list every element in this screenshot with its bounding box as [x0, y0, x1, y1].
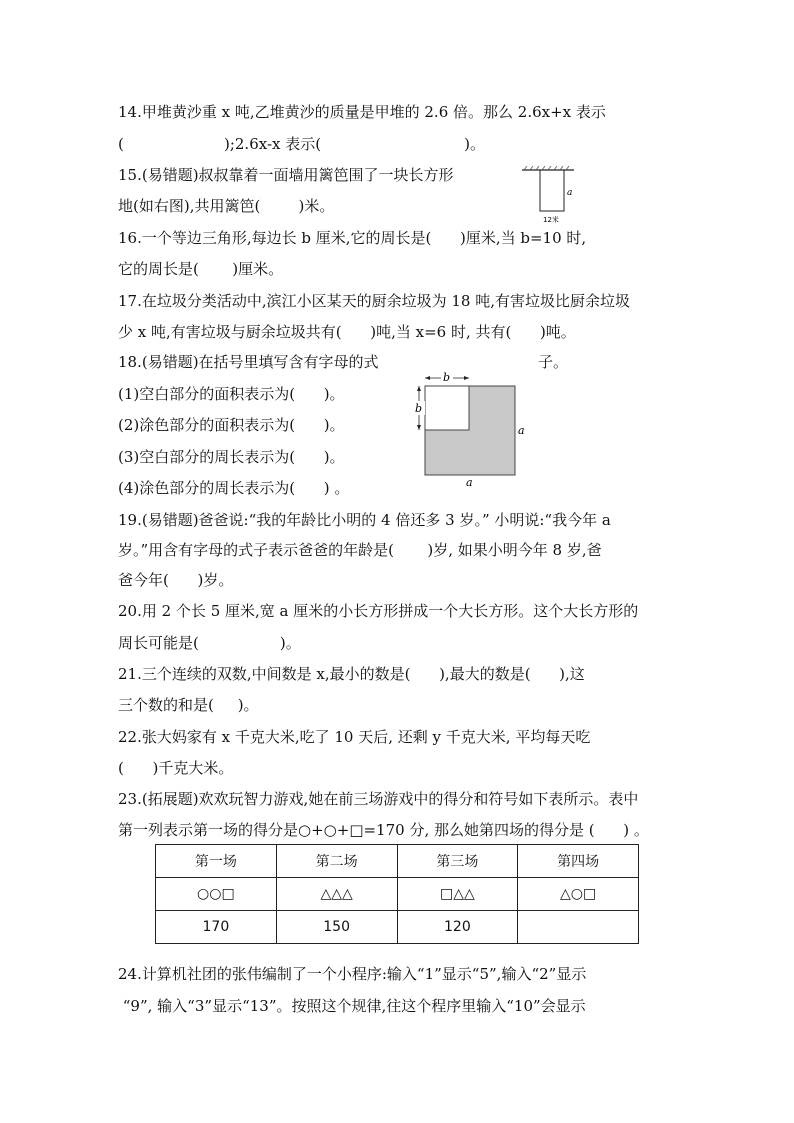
q14-line-1: 14.甲堆黄沙重 x 吨,乙堆黄沙的质量是甲堆的 2.6 倍。那么 2.6x+x 表示 — [118, 103, 606, 121]
q18-line-1b: 子。 — [538, 353, 569, 371]
q21-line-1: 21.三个连续的双数,中间数是 x,最小的数是( ),最大的数是( ),这 — [118, 665, 585, 683]
q18-item-4: (4)涂色部分的周长表示为( ) 。 — [118, 479, 350, 497]
q22-line-2: ( )千克大米。 — [118, 759, 234, 777]
q19-line-2: 岁。”用含有字母的式子表示爸爸的年龄是( )岁, 如果小明今年 8 岁,爸 — [118, 541, 602, 559]
q19-line-3: 爸今年( )岁。 — [118, 571, 234, 589]
white-square — [425, 386, 469, 430]
table-header-cell: 第一场 — [156, 845, 277, 878]
table-header-cell: 第二场 — [276, 845, 397, 878]
table-header-cell: 第三场 — [397, 845, 518, 878]
table-score-cell — [518, 911, 639, 944]
table-header-row — [156, 845, 639, 878]
table-symbol-cell: △○□ — [518, 878, 639, 911]
fence-side-label: a — [567, 188, 573, 198]
q18-line-1a: 18.(易错题)在括号里填写含有字母的式 — [118, 353, 379, 371]
q17-line-1: 17.在垃圾分类活动中,滨江小区某天的厨余垃圾为 18 吨,有害垃圾比厨余垃圾 — [118, 292, 631, 310]
q23-line-2: 第一列表示第一场的得分是○+○+□=170 分, 那么她第四场的得分是 ( ) 。 — [118, 821, 649, 839]
table-symbol-row — [156, 878, 639, 911]
q24-line-2: “9”, 输入“3”显示“13”。按照这个规律,往这个程序里输入“10”会显示 — [118, 997, 586, 1015]
q15-line-1: 15.(易错题)叔叔靠着一面墙用篱笆围了一块长方形 — [118, 166, 454, 184]
fence-rectangle — [540, 170, 564, 211]
q24-line-1: 24.计算机社团的张伟编制了一个小程序:输入“1”显示“5”,输入“2”显示 — [118, 965, 587, 983]
table-score-row — [156, 911, 639, 944]
q18-item-3: (3)空白部分的周长表示为( )。 — [118, 448, 345, 466]
table-score-cell: 120 — [397, 911, 518, 944]
q23-line-1: 23.(拓展题)欢欢玩智力游戏,她在前三场游戏中的得分和符号如下表所示。表中 — [118, 790, 639, 808]
wall-hatch — [524, 166, 569, 170]
q17-line-2: 少 x 吨,有害垃圾与厨余垃圾共有( )吨,当 x=6 时, 共有( )吨。 — [118, 323, 576, 341]
left-b-label: b — [415, 402, 423, 415]
table-symbol-cell: □△△ — [397, 878, 518, 911]
q18-item-2: (2)涂色部分的面积表示为( )。 — [118, 416, 345, 434]
q15-fence-figure — [518, 166, 578, 226]
table-score-cell: 150 — [276, 911, 397, 944]
table-score-cell: 170 — [156, 911, 277, 944]
fence-bottom-label: 12米 — [543, 216, 559, 224]
q22-line-1: 22.张大妈家有 x 千克大米,吃了 10 天后, 还剩 y 千克大米, 平均每天吃 — [118, 728, 591, 746]
q18-square-figure — [408, 370, 538, 488]
table-symbol-cell: ○○□ — [156, 878, 277, 911]
q14-line-2: ( );2.6x-x 表示( )。 — [118, 135, 485, 153]
q18-item-1: (1)空白部分的面积表示为( )。 — [118, 385, 345, 403]
table-symbol-cell: △△△ — [276, 878, 397, 911]
table-header-cell: 第四场 — [518, 845, 639, 878]
q16-line-2: 它的周长是( )厘米。 — [118, 260, 284, 278]
right-a-label: a — [518, 424, 525, 437]
q20-line-1: 20.用 2 个长 5 厘米,宽 a 厘米的小长方形拼成一个大长方形。这个大长方形的 — [118, 602, 639, 620]
q19-line-1: 19.(易错题)爸爸说:“我的年龄比小明的 4 倍还多 3 岁。” 小明说:“我今年 a — [118, 511, 611, 529]
q23-score-table — [155, 844, 639, 944]
bottom-a-label: a — [466, 476, 473, 488]
q21-line-2: 三个数的和是( )。 — [118, 696, 259, 714]
q16-line-1: 16.一个等边三角形,每边长 b 厘米,它的周长是( )厘米,当 b=10 时, — [118, 229, 587, 247]
q20-line-2: 周长可能是( )。 — [118, 634, 301, 652]
top-b-label: b — [443, 371, 451, 384]
q15-line-2: 地(如右图),共用篱笆( )米。 — [118, 197, 335, 215]
